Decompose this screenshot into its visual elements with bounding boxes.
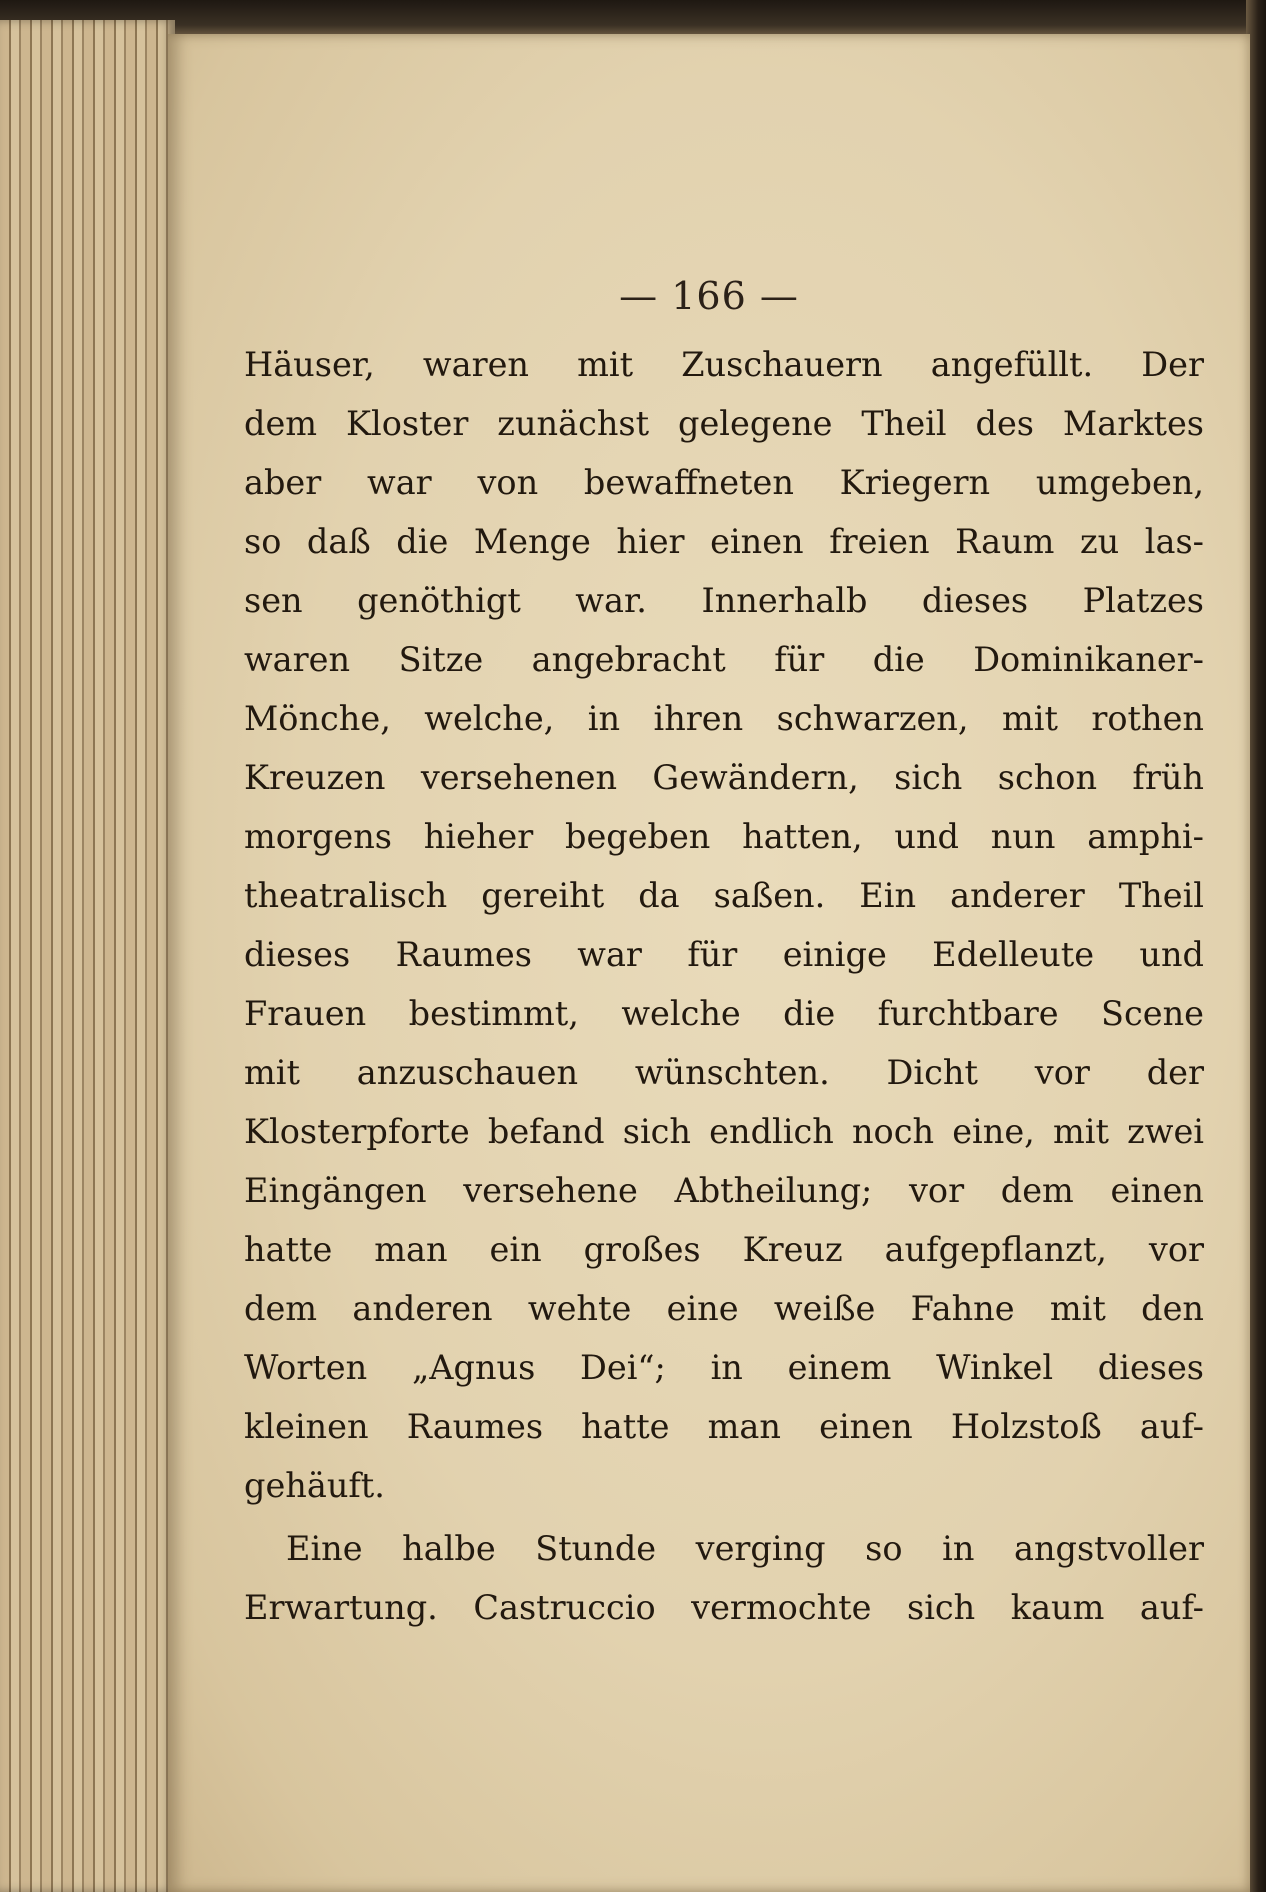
text-line: Worten „Agnus Dei“; in einem Winkel dieses	[244, 1348, 1204, 1387]
text-line: aber war von bewaffneten Kriegern umgeben,	[244, 463, 1204, 502]
text-line: dem Kloster zunächst gelegene Theil des Marktes	[244, 404, 1204, 443]
page-number: — 166 —	[619, 274, 799, 318]
text-line: mit anzuschauen wünschten. Dicht vor der	[244, 1053, 1204, 1092]
text-line: Frauen bestimmt, welche die furchtbare Scene	[244, 994, 1204, 1033]
text-line: theatralisch gereiht da saßen. Ein anderer Theil	[244, 876, 1204, 915]
text-line: Kreuzen versehenen Gewändern, sich schon früh	[244, 758, 1204, 797]
text-line: sen genöthigt war. Innerhalb dieses Platzes	[244, 581, 1204, 620]
text-line: Klosterpforte befand sich endlich noch eine, mit zwei	[244, 1112, 1204, 1151]
text-line: morgens hieher begeben hatten, und nun amphi-	[244, 817, 1204, 856]
page-edges	[0, 20, 175, 1892]
text-line: Erwartung. Castruccio vermochte sich kaum auf-	[244, 1588, 1204, 1627]
binding-top	[0, 0, 1266, 36]
text-line: hatte man ein großes Kreuz aufgepflanzt, vor	[244, 1230, 1204, 1269]
text-line: dieses Raumes war für einige Edelleute und	[244, 935, 1204, 974]
body-text	[244, 335, 1204, 1637]
text-line: so daß die Menge hier einen freien Raum zu las-	[244, 522, 1204, 561]
text-line: Mönche, welche, in ihren schwarzen, mit rothen	[244, 699, 1204, 738]
text-line: Häuser, waren mit Zuschauern angefüllt. Der	[244, 345, 1204, 384]
text-line: Eine halbe Stunde verging so in angstvoller	[286, 1529, 1204, 1568]
text-line: kleinen Raumes hatte man einen Holzstoß auf-	[244, 1407, 1204, 1446]
text-line: gehäuft.	[244, 1466, 385, 1505]
text-line: dem anderen wehte eine weiße Fahne mit den	[244, 1289, 1204, 1328]
text-line: waren Sitze angebracht für die Dominikaner-	[244, 640, 1204, 679]
text-line: Eingängen versehene Abtheilung; vor dem einen	[244, 1171, 1204, 1210]
